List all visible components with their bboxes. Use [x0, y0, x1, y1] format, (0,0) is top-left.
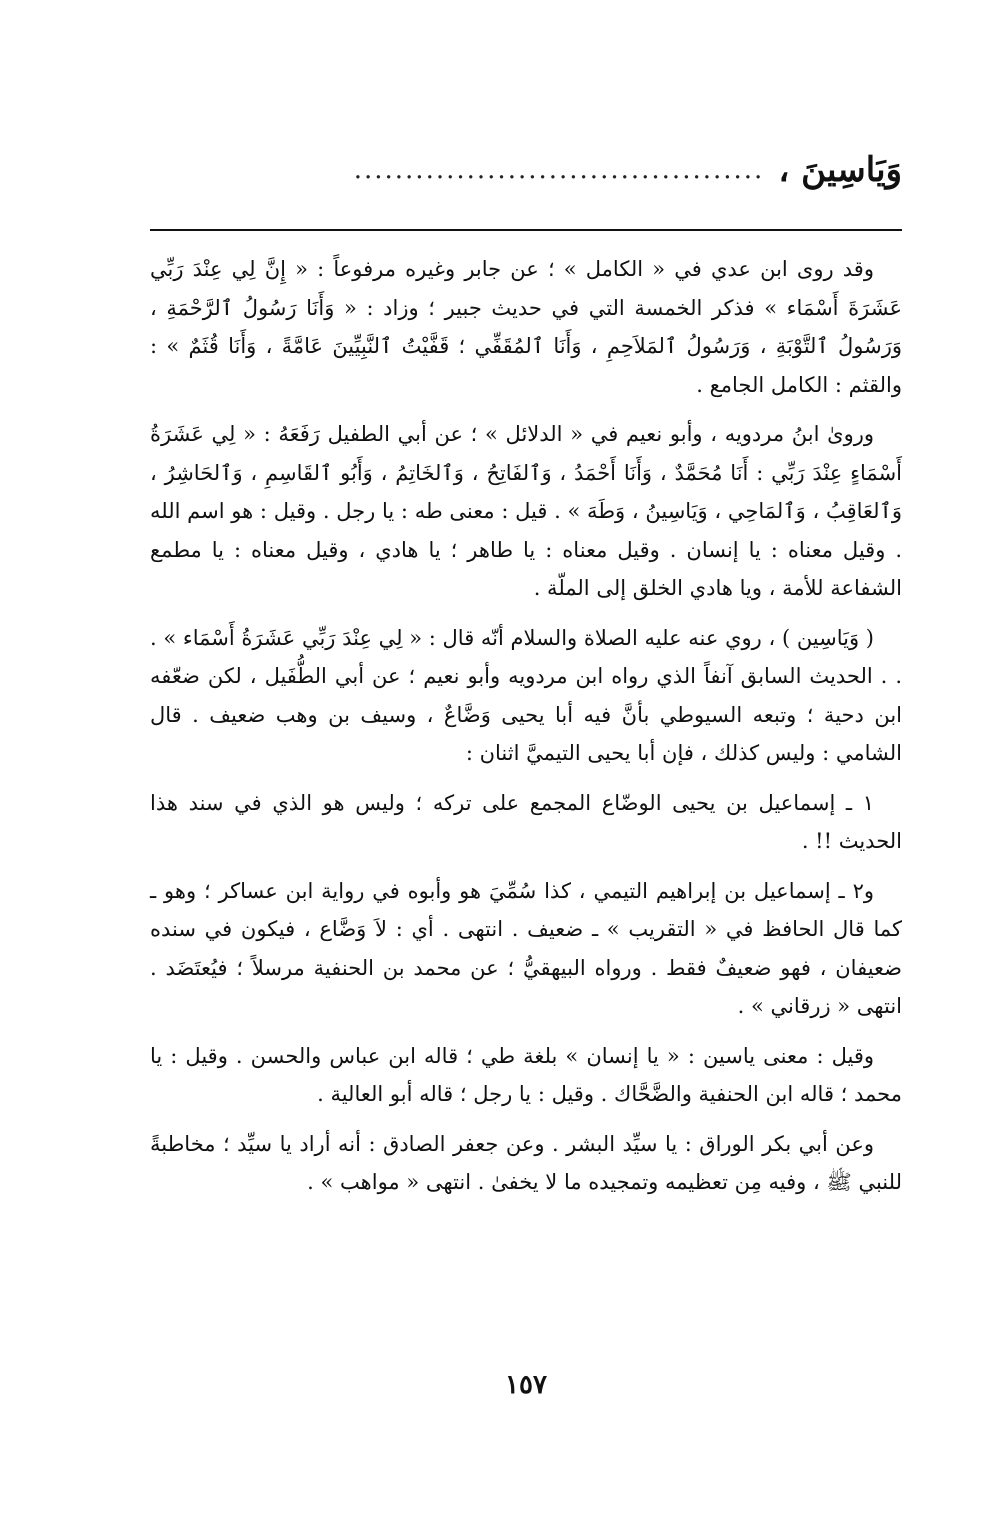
paragraph-4: ١ ـ إسماعيل بن يحيى الوضّاع المجمع على تركه ؛ وليس هو الذي في سند هذا الحديث !! .	[150, 790, 902, 853]
paragraph-3: ( وَيَاسِين ) ، روي عنه عليه الصلاة والسلام أنّه قال : « لِي عِنْدَ رَبِّي عَشَرَةُ أَسْمَاء » . . . الحديث السابق آنفاً الذي رواه ابن مردويه وأبو نعيم ؛ عن أبي الطُّفَيل ، لكن ضعّفه ابن دحية ؛ وتبعه السيوطي بأنَّ فيه أبا يحيى وَضَّاعٌ ، وسيف بن وهب ضعيف . قال الشامي : وليس كذلك ، فإن أبا يحيى التيميَّ اثنان :	[150, 625, 902, 765]
paragraph-2: وروىٰ ابنُ مردويه ، وأبو نعيم في « الدلائل » ؛ عن أبي الطفيل رَفَعَهُ : « لِي عَشَرَةُ أَسْمَاءٍ عِنْدَ رَبِّي : أَنَا مُحَمَّدٌ ، وَأَنَا أَحْمَدُ ، وَٱلفَاتِحُ ، وَٱلخَاتِمُ ، وَأَبُو ٱلقَاسِمِ ، وَٱلحَاشِرُ ، وَٱلعَاقِبُ ، وَٱلمَاحِي ، وَيَاسِينُ ، وَطَهَ » . قيل : معنى طه : يا رجل . وقيل : هو اسم الله . وقيل معناه : يا إنسان . وقيل معناه : يا طاهر ؛ يا هادي ، وقيل معناه : يا مطمع الشفاعة للأمة ، ويا هادي الخلق إلى الملّة .	[150, 422, 902, 600]
paragraph-6: وقيل : معنى ياسين : « يا إنسان » بلغة طي ؛ قاله ابن عباس والحسن . وقيل : يا محمد ؛ قاله ابن الحنفية والضَّحَّاك . وقيل : يا رجل ؛ قاله أبو العالية .	[150, 1043, 902, 1106]
paragraph-5: و٢ ـ إسماعيل بن إبراهيم التيمي ، كذا سُمِّيَ هو وأبوه في رواية ابن عساكر ؛ وهو ـ كما قال الحافظ في « التقريب » ـ ضعيف . انتهى . أي : لاَ وَضَّاع ، فيكون في سنده ضعيفان ، فهو ضعيفٌ فقط . ورواه البيهقيُّ ؛ عن محمد بن الحنفية مرسلاً ؛ فيُعتَضَد . انتهى « زرقاني » .	[150, 878, 902, 1018]
header-rule	[150, 229, 902, 231]
paragraph-1: وقد روى ابن عدي في « الكامل » ؛ عن جابر وغيره مرفوعاً : « إِنَّ لِي عِنْدَ رَبِّي عَشَرَةَ أَسْمَاء » فذكر الخمسة التي في حديث جبير ؛ وزاد : « وَأَنَا رَسُولُ ٱلرَّحْمَةِ ، وَرَسُولُ ٱلتَّوْبَةِ ، وَرَسُولُ ٱلمَلاَحِمِ ، وَأَنَا ٱلمُقَفِّي ؛ قَفَّيْتُ ٱلنَّبِيِّينَ عَامَّةً ، وَأَنَا قُثَمٌ » : والقثم : الكامل الجامع .	[150, 257, 902, 397]
book-page	[150, 140, 902, 1400]
header-title: وَيَاسِينَ ،	[778, 150, 902, 190]
header-leader-dots: ........................................	[353, 155, 765, 185]
paragraph-7: وعن أبي بكر الوراق : يا سيِّد البشر . وعن جعفر الصادق : أنه أراد يا سيِّد ؛ مخاطبةً للنبي ﷺ ، وفيه مِن تعظيمه وتمجيده ما لا يخفىٰ . انتهى « مواهب » .	[150, 1131, 902, 1194]
running-header	[150, 140, 902, 200]
body-text	[150, 250, 902, 1213]
page-number: ١٥٧	[505, 1370, 547, 1400]
